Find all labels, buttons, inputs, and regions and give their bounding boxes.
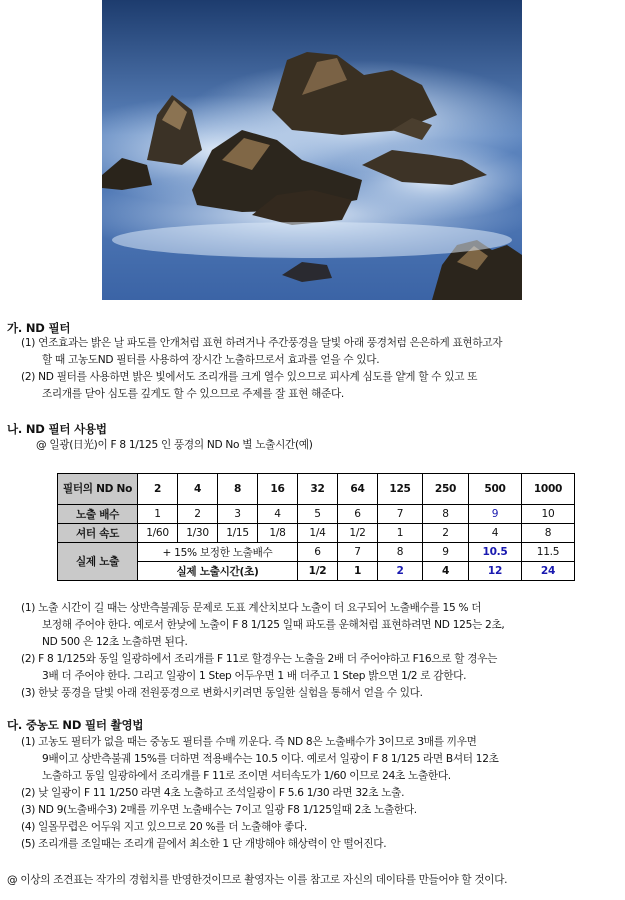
section-a-line: 조리개를 닫아 심도를 깊게도 할 수 있으므로 주제를 잘 표현 해준다. bbox=[42, 388, 344, 400]
actual-time-label: 실제 노출시간(초) bbox=[138, 562, 298, 581]
section-b-note: 보정해 주어야 한다. 예로서 한낮에 노출이 F 8 1/125 일때 파도를 운해처럼 표현하려면 ND 125는 2초, bbox=[42, 619, 505, 631]
shutter-speed: 8 bbox=[522, 524, 575, 543]
section-b-note: (1) 노출 시간이 길 때는 상반측불궤등 문제로 도표 계산치보다 노출이 더 요구되어 노출배수를 15 % 더 bbox=[21, 602, 482, 614]
actual-time: 2 bbox=[378, 562, 423, 581]
section-b-note: 3배 더 주어야 한다. 그리고 일광이 1 Step 어두우면 1 배 더주고 1 Step 밝으면 1/2 로 감한다. bbox=[42, 670, 467, 682]
section-a-line: (2) ND 필터를 사용하면 밝은 빛에서도 조리개를 크게 열수 있으므로 피사계 심도를 얕게 할 수 있고 또 bbox=[21, 371, 478, 383]
actual-time: 24 bbox=[522, 562, 575, 581]
exposure-multiplier: 7 bbox=[378, 505, 423, 524]
exposure-multiplier: 5 bbox=[298, 505, 338, 524]
header-nd-label: 필터의 ND No bbox=[58, 474, 138, 505]
nd-exposure-table bbox=[57, 473, 575, 581]
shutter-speed: 4 bbox=[469, 524, 522, 543]
actual-time: 1 bbox=[338, 562, 378, 581]
exposure-multiplier: 8 bbox=[423, 505, 469, 524]
nd-value: 16 bbox=[258, 474, 298, 505]
corrected-multiplier: 7 bbox=[338, 543, 378, 562]
shutter-speed: 1/2 bbox=[338, 524, 378, 543]
shutter-speed: 1/8 bbox=[258, 524, 298, 543]
corrected-multiplier-label: + 15% 보정한 노출배수 bbox=[138, 543, 298, 562]
nd-value: 32 bbox=[298, 474, 338, 505]
nd-value: 4 bbox=[178, 474, 218, 505]
corrected-multiplier: 8 bbox=[378, 543, 423, 562]
nd-value: 125 bbox=[378, 474, 423, 505]
nd-value: 64 bbox=[338, 474, 378, 505]
nd-value: 250 bbox=[423, 474, 469, 505]
shutter-speed: 1/30 bbox=[178, 524, 218, 543]
section-c-line: (2) 낮 일광이 F 11 1/250 라면 4초 노출하고 조석일광이 F 5.6 1/30 라면 32초 노출. bbox=[21, 787, 405, 799]
section-c-line: (3) ND 9(노출배수3) 2매를 끼우면 노출배수는 7이고 일광 F8 1/125일때 2초 노출한다. bbox=[21, 804, 417, 816]
exposure-multiplier: 10 bbox=[522, 505, 575, 524]
section-b-title: 나. ND 필터 사용법 bbox=[7, 422, 107, 436]
section-a-line: (1) 연조효과는 밝은 날 파도를 안개처럼 표현 하려거나 주간풍경을 달빛 아래 풍경처럼 은은하게 표현하고자 bbox=[21, 337, 503, 349]
section-c-line: 9배이고 상반측불궤 15%를 더하면 적용배수는 10.5 이다. 예로서 일광이 F 8 1/125 라면 B셔터 12초 bbox=[42, 753, 499, 765]
section-c-line: (4) 일몰무렵은 어두워 지고 있으므로 20 %를 더 노출해야 좋다. bbox=[21, 821, 307, 833]
shutter-speed: 1/4 bbox=[298, 524, 338, 543]
footer-note: @ 이상의 조견표는 작가의 경험치를 반영한것이므로 촬영자는 이를 참고로 자신의 데이타를 만들어야 할 것이다. bbox=[7, 874, 508, 886]
shutter-speed-label: 셔터 속도 bbox=[58, 524, 138, 543]
exposure-multiplier: 4 bbox=[258, 505, 298, 524]
nd-value: 2 bbox=[138, 474, 178, 505]
section-a-line: 할 때 고농도ND 필터를 사용하여 장시간 노출하므로서 효과를 얻을 수 있다. bbox=[42, 354, 380, 366]
nd-value: 500 bbox=[469, 474, 522, 505]
exposure-multiplier: 1 bbox=[138, 505, 178, 524]
actual-time: 1/2 bbox=[298, 562, 338, 581]
shutter-speed: 1 bbox=[378, 524, 423, 543]
section-c-line: 노출하고 동일 일광하에서 조리개를 F 11로 조이면 셔터속도가 1/60 이므로 24초 노출한다. bbox=[42, 770, 451, 782]
section-b-note: (2) F 8 1/125와 동일 일광하에서 조리개를 F 11로 할경우는 노출을 2배 더 주어야하고 F16으로 할 경우는 bbox=[21, 653, 498, 665]
actual-time: 12 bbox=[469, 562, 522, 581]
exposure-multiplier: 2 bbox=[178, 505, 218, 524]
shutter-speed: 1/15 bbox=[218, 524, 258, 543]
corrected-multiplier: 11.5 bbox=[522, 543, 575, 562]
exposure-multiplier-label: 노출 배수 bbox=[58, 505, 138, 524]
exposure-multiplier: 9 bbox=[469, 505, 522, 524]
seascape-photo bbox=[102, 0, 522, 300]
exposure-multiplier: 6 bbox=[338, 505, 378, 524]
nd-value: 8 bbox=[218, 474, 258, 505]
corrected-multiplier: 6 bbox=[298, 543, 338, 562]
exposure-multiplier: 3 bbox=[218, 505, 258, 524]
actual-time: 4 bbox=[423, 562, 469, 581]
section-b-intro: @ 일광(日光)이 F 8 1/125 인 풍경의 ND No 별 노출시간(예) bbox=[36, 439, 313, 451]
nd-value: 1000 bbox=[522, 474, 575, 505]
section-b-note: (3) 한낮 풍경을 달빛 아래 전원풍경으로 변화시키려면 동일한 실험을 통해서 얻을 수 있다. bbox=[21, 687, 423, 699]
shutter-speed: 1/60 bbox=[138, 524, 178, 543]
corrected-multiplier: 10.5 bbox=[469, 543, 522, 562]
corrected-multiplier: 9 bbox=[423, 543, 469, 562]
section-b-note: ND 500 은 12초 노출하면 된다. bbox=[42, 636, 188, 648]
shutter-speed: 2 bbox=[423, 524, 469, 543]
section-c-title: 다. 중농도 ND 필터 촬영법 bbox=[7, 718, 144, 732]
actual-exposure-label: 실제 노출 bbox=[58, 543, 138, 581]
section-a-title: 가. ND 필터 bbox=[7, 321, 71, 335]
section-c-line: (1) 고농도 필터가 없을 때는 중농도 필터를 수매 끼운다. 즉 ND 8은 노출배수가 3이므로 3매를 끼우면 bbox=[21, 736, 477, 748]
seascape-image bbox=[102, 0, 522, 300]
section-c-line: (5) 조리개를 조일때는 조리개 끝에서 최소한 1 단 개방해야 해상력이 안 떨어진다. bbox=[21, 838, 387, 850]
